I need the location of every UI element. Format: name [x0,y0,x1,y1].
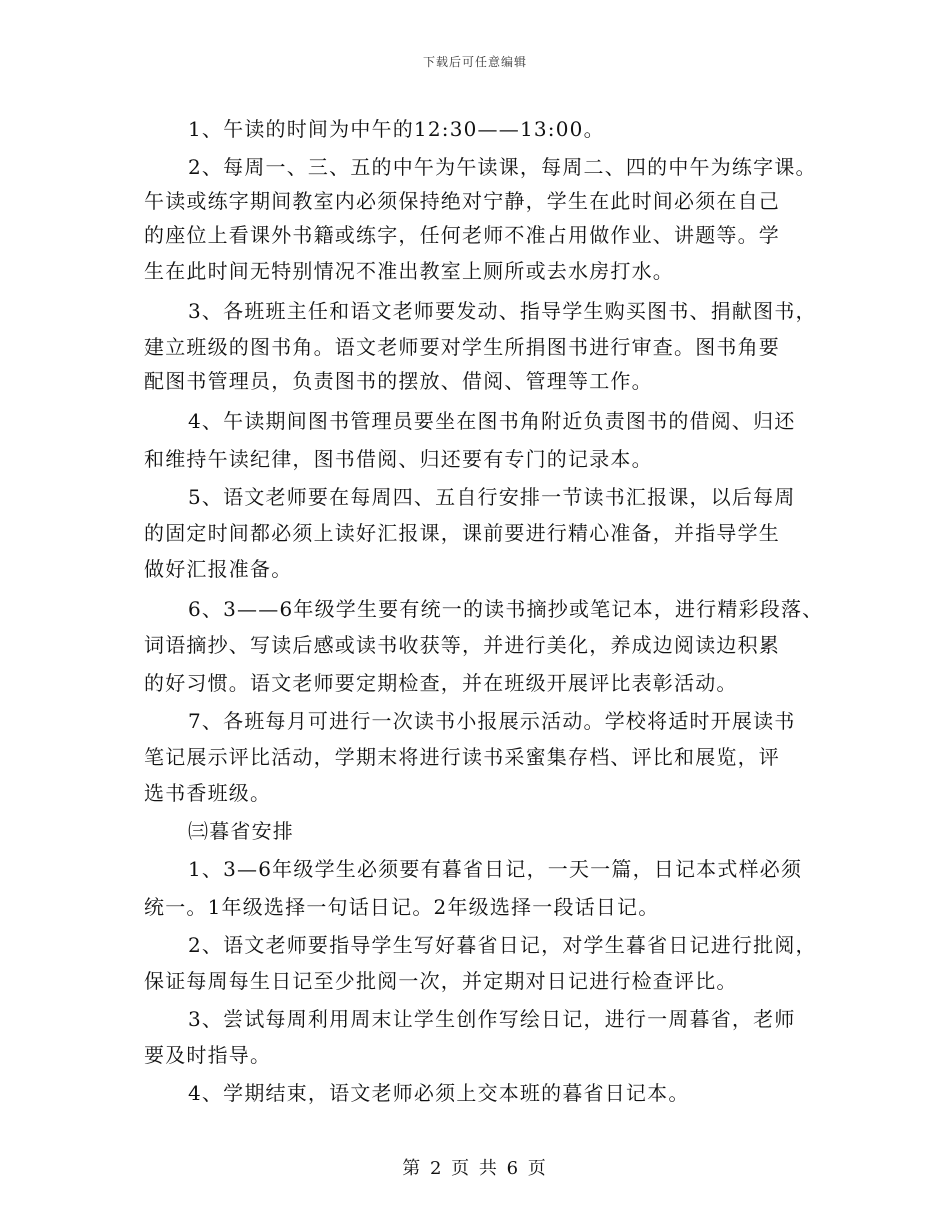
page-header: 下载后可任意编辑 [422,55,527,69]
paragraph-line: 选书香班级。 [144,781,272,805]
paragraph-line: 和维持午读纪律，图书借阅、归还要有专门的记录本。 [144,447,653,471]
paragraph-line: 6、3——6年级学生要有统一的读书摘抄或笔记本，进行精彩段落、 [188,597,824,621]
paragraph-line: 词语摘抄、写读后感或读书收获等，并进行美化，养成边阅读边积累 [144,633,780,657]
paragraph-line: 的固定时间都必须上读好汇报课，课前要进行精心准备，并指导学生 [144,521,780,545]
paragraph-line: 配图书管理员，负责图书的摆放、借阅、管理等工作。 [144,369,653,393]
paragraph-line: 保证每周每生日记至少批阅一次，并定期对日记进行检查评比。 [144,969,738,993]
paragraph-line: 统一。1年级选择一句话日记。2年级选择一段话日记。 [144,895,660,919]
page-number-footer: 第 2 页 共 6 页 [402,1158,548,1179]
paragraph-line: 的好习惯。语文老师要定期检查，并在班级开展评比表彰活动。 [144,671,738,695]
paragraph-line: 4、午读期间图书管理员要坐在图书角附近负责图书的借阅、归还 [188,409,796,433]
paragraph-line: 的座位上看课外书籍或练字，任何老师不准占用做作业、讲题等。学 [144,223,780,247]
section-heading: ㈢暮省安排 [188,819,294,843]
paragraph-line: 7、各班每月可进行一次读书小报展示活动。学校将适时开展读书 [188,709,796,733]
paragraph-line: 3、各班班主任和语文老师要发动、指导学生购买图书、捐献图书， [188,299,817,323]
paragraph-line: 1、午读的时间为中午的12:30——13:00。 [188,117,605,141]
paragraph-line: 建立班级的图书角。语文老师要对学生所捐图书进行审查。图书角要 [144,335,780,359]
paragraph-line: 生在此时间无特别情况不准出教室上厕所或去水房打水。 [144,259,674,283]
paragraph-line: 2、语文老师要指导学生写好暮省日记，对学生暮省日记进行批阅， [188,933,817,957]
paragraph-line: 要及时指导。 [144,1043,272,1067]
paragraph-line: 4、学期结束，语文老师必须上交本班的暮省日记本。 [188,1081,690,1105]
paragraph-line: 笔记展示评比活动，学期末将进行读书采蜜集存档、评比和展览，评 [144,745,780,769]
paragraph-line: 2、每周一、三、五的中午为午读课，每周二、四的中午为练字课。 [188,155,817,179]
paragraph-line: 5、语文老师要在每周四、五自行安排一节读书汇报课，以后每周 [188,485,796,509]
paragraph-line: 3、尝试每周利用周末让学生创作写绘日记，进行一周暮省，老师 [188,1007,796,1031]
paragraph-line: 1、3—6年级学生必须要有暮省日记，一天一篇，日记本式样必须 [188,857,803,881]
paragraph-line: 做好汇报准备。 [144,557,293,581]
paragraph-line: 午读或练字期间教室内必须保持绝对宁静，学生在此时间必须在自己 [144,189,780,213]
